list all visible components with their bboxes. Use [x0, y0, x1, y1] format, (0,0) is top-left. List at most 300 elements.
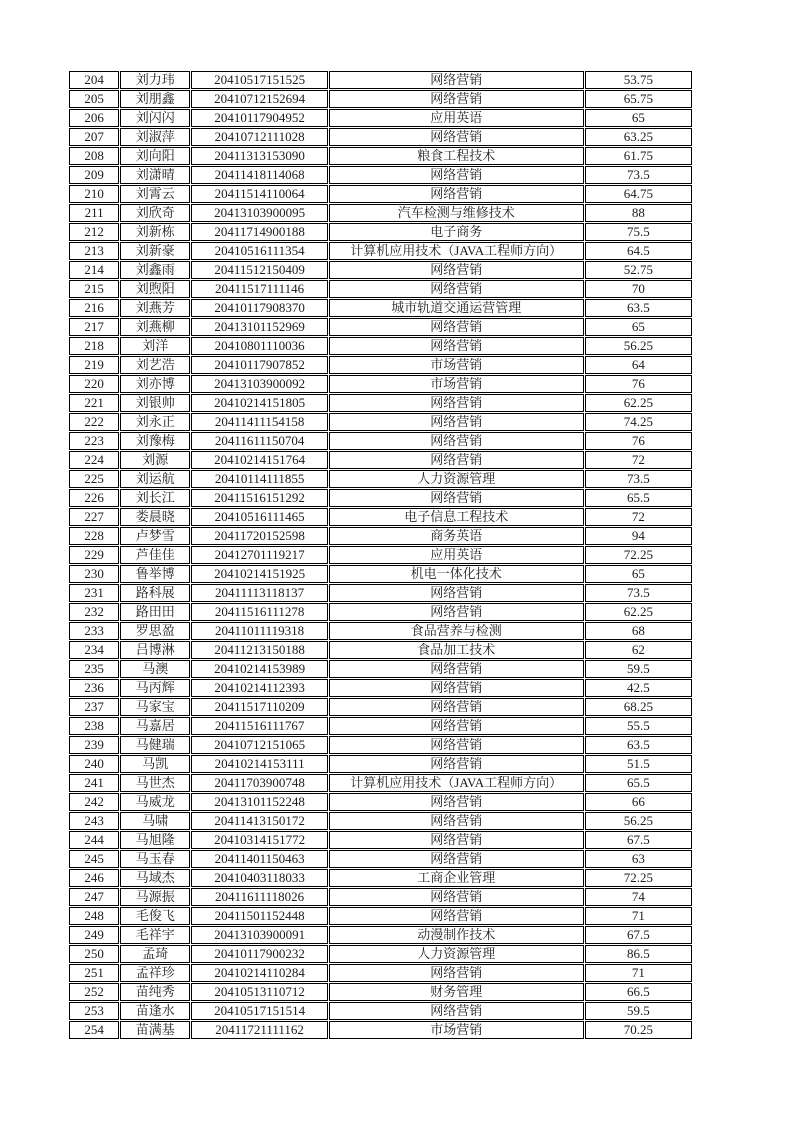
major-cell: 网络营销 [329, 679, 584, 697]
table-row [69, 736, 692, 754]
row-number-cell: 222 [69, 413, 119, 431]
student-name-cell: 刘燕柳 [120, 318, 190, 336]
row-number-cell: 217 [69, 318, 119, 336]
score-cell: 64 [585, 356, 692, 374]
score-cell: 65 [585, 109, 692, 127]
student-name-cell: 马嘉居 [120, 717, 190, 735]
student-name-cell: 马啸 [120, 812, 190, 830]
major-cell: 市场营销 [329, 375, 584, 393]
row-number-cell: 238 [69, 717, 119, 735]
student-id-cell: 20410214151805 [191, 394, 327, 412]
table-row [69, 527, 692, 545]
major-cell: 网络营销 [329, 907, 584, 925]
student-name-cell: 马家宝 [120, 698, 190, 716]
student-name-cell: 卢梦雪 [120, 527, 190, 545]
student-id-cell: 20411516111278 [191, 603, 327, 621]
major-cell: 食品加工技术 [329, 641, 584, 659]
major-cell: 电子信息工程技术 [329, 508, 584, 526]
row-number-cell: 208 [69, 147, 119, 165]
student-id-cell: 20411611118026 [191, 888, 327, 906]
table-row [69, 1021, 692, 1039]
major-cell: 网络营销 [329, 888, 584, 906]
score-cell: 68 [585, 622, 692, 640]
student-name-cell: 苗满基 [120, 1021, 190, 1039]
row-number-cell: 215 [69, 280, 119, 298]
student-name-cell: 马世杰 [120, 774, 190, 792]
major-cell: 网络营销 [329, 812, 584, 830]
table-row [69, 242, 692, 260]
row-number-cell: 224 [69, 451, 119, 469]
major-cell: 网络营销 [329, 185, 584, 203]
student-id-cell: 20411517110209 [191, 698, 327, 716]
row-number-cell: 233 [69, 622, 119, 640]
score-cell: 76 [585, 375, 692, 393]
student-name-cell: 芦佳佳 [120, 546, 190, 564]
student-id-cell: 20411113118137 [191, 584, 327, 602]
student-name-cell: 刘新豪 [120, 242, 190, 260]
table-row [69, 375, 692, 393]
row-number-cell: 241 [69, 774, 119, 792]
student-id-cell: 20410712111028 [191, 128, 327, 146]
table-row [69, 888, 692, 906]
major-cell: 网络营销 [329, 755, 584, 773]
score-cell: 61.75 [585, 147, 692, 165]
score-cell: 73.5 [585, 470, 692, 488]
row-number-cell: 213 [69, 242, 119, 260]
table-row [69, 660, 692, 678]
score-cell: 64.75 [585, 185, 692, 203]
row-number-cell: 235 [69, 660, 119, 678]
score-cell: 72 [585, 451, 692, 469]
major-cell: 人力资源管理 [329, 470, 584, 488]
major-cell: 网络营销 [329, 166, 584, 184]
row-number-cell: 225 [69, 470, 119, 488]
row-number-cell: 219 [69, 356, 119, 374]
score-cell: 66.5 [585, 983, 692, 1001]
score-cell: 63.5 [585, 736, 692, 754]
student-name-cell: 刘力玮 [120, 71, 190, 89]
row-number-cell: 242 [69, 793, 119, 811]
score-cell: 70 [585, 280, 692, 298]
student-name-cell: 鲁举博 [120, 565, 190, 583]
student-id-cell: 20413103900091 [191, 926, 327, 944]
student-name-cell: 刘霄云 [120, 185, 190, 203]
table-row [69, 831, 692, 849]
row-number-cell: 249 [69, 926, 119, 944]
major-cell: 网络营销 [329, 90, 584, 108]
table-row [69, 717, 692, 735]
student-id-cell: 20411411154158 [191, 413, 327, 431]
table-row [69, 603, 692, 621]
major-cell: 网络营销 [329, 584, 584, 602]
score-cell: 88 [585, 204, 692, 222]
major-cell: 计算机应用技术（JAVA工程师方向） [329, 774, 584, 792]
major-cell: 网络营销 [329, 318, 584, 336]
row-number-cell: 240 [69, 755, 119, 773]
table-row [69, 1002, 692, 1020]
score-cell: 65.5 [585, 489, 692, 507]
table-row [69, 394, 692, 412]
row-number-cell: 206 [69, 109, 119, 127]
student-name-cell: 刘豫梅 [120, 432, 190, 450]
row-number-cell: 209 [69, 166, 119, 184]
score-cell: 62 [585, 641, 692, 659]
major-cell: 网络营销 [329, 1002, 584, 1020]
student-name-cell: 刘淑萍 [120, 128, 190, 146]
score-cell: 64.5 [585, 242, 692, 260]
major-cell: 人力资源管理 [329, 945, 584, 963]
student-id-cell: 20410513110712 [191, 983, 327, 1001]
major-cell: 网络营销 [329, 736, 584, 754]
score-cell: 53.75 [585, 71, 692, 89]
major-cell: 商务英语 [329, 527, 584, 545]
row-number-cell: 247 [69, 888, 119, 906]
major-cell: 计算机应用技术（JAVA工程师方向） [329, 242, 584, 260]
student-id-cell: 20411401150463 [191, 850, 327, 868]
table-row [69, 983, 692, 1001]
row-number-cell: 239 [69, 736, 119, 754]
student-name-cell: 刘潇晴 [120, 166, 190, 184]
row-number-cell: 250 [69, 945, 119, 963]
table-row [69, 945, 692, 963]
table-row [69, 679, 692, 697]
student-name-cell: 孟祥珍 [120, 964, 190, 982]
major-cell: 网络营销 [329, 717, 584, 735]
student-id-cell: 20411714900188 [191, 223, 327, 241]
student-id-cell: 20411721111162 [191, 1021, 327, 1039]
major-cell: 机电一体化技术 [329, 565, 584, 583]
table-row [69, 280, 692, 298]
table-row [69, 432, 692, 450]
major-cell: 网络营销 [329, 71, 584, 89]
student-name-cell: 马玉春 [120, 850, 190, 868]
row-number-cell: 251 [69, 964, 119, 982]
table-row [69, 413, 692, 431]
student-name-cell: 刘鑫雨 [120, 261, 190, 279]
score-cell: 59.5 [585, 1002, 692, 1020]
major-cell: 动漫制作技术 [329, 926, 584, 944]
row-number-cell: 230 [69, 565, 119, 583]
major-cell: 网络营销 [329, 394, 584, 412]
student-id-cell: 20410516111465 [191, 508, 327, 526]
table-row [69, 109, 692, 127]
student-name-cell: 刘源 [120, 451, 190, 469]
score-cell: 71 [585, 907, 692, 925]
score-cell: 75.5 [585, 223, 692, 241]
score-cell: 51.5 [585, 755, 692, 773]
student-id-cell: 20411517111146 [191, 280, 327, 298]
table-row [69, 185, 692, 203]
student-name-cell: 刘燕芳 [120, 299, 190, 317]
student-id-cell: 20412701119217 [191, 546, 327, 564]
row-number-cell: 234 [69, 641, 119, 659]
score-cell: 65.5 [585, 774, 692, 792]
student-id-cell: 20411313153090 [191, 147, 327, 165]
score-cell: 72.25 [585, 546, 692, 564]
major-cell: 食品营养与检测 [329, 622, 584, 640]
student-id-cell: 20411413150172 [191, 812, 327, 830]
table-row [69, 204, 692, 222]
student-name-cell: 马丙辉 [120, 679, 190, 697]
student-id-cell: 20411501152448 [191, 907, 327, 925]
student-id-cell: 20411611150704 [191, 432, 327, 450]
table-row [69, 926, 692, 944]
table-row [69, 337, 692, 355]
student-id-cell: 20410214112393 [191, 679, 327, 697]
student-name-cell: 刘新栋 [120, 223, 190, 241]
row-number-cell: 232 [69, 603, 119, 621]
student-id-cell: 20411703900748 [191, 774, 327, 792]
score-cell: 56.25 [585, 812, 692, 830]
row-number-cell: 245 [69, 850, 119, 868]
major-cell: 网络营销 [329, 337, 584, 355]
score-cell: 62.25 [585, 394, 692, 412]
row-number-cell: 210 [69, 185, 119, 203]
table-row [69, 755, 692, 773]
major-cell: 网络营销 [329, 603, 584, 621]
score-cell: 42.5 [585, 679, 692, 697]
student-name-cell: 娄晨晓 [120, 508, 190, 526]
score-cell: 74.25 [585, 413, 692, 431]
row-number-cell: 229 [69, 546, 119, 564]
score-cell: 67.5 [585, 831, 692, 849]
table-row [69, 90, 692, 108]
row-number-cell: 244 [69, 831, 119, 849]
table-row [69, 147, 692, 165]
student-id-cell: 20410117907852 [191, 356, 327, 374]
student-name-cell: 刘闪闪 [120, 109, 190, 127]
major-cell: 汽车检测与维修技术 [329, 204, 584, 222]
table-row [69, 166, 692, 184]
major-cell: 网络营销 [329, 128, 584, 146]
student-id-cell: 20410214153111 [191, 755, 327, 773]
major-cell: 网络营销 [329, 261, 584, 279]
row-number-cell: 205 [69, 90, 119, 108]
table-row [69, 584, 692, 602]
student-score-table [68, 70, 693, 1040]
student-name-cell: 马凯 [120, 755, 190, 773]
student-id-cell: 20410403118033 [191, 869, 327, 887]
major-cell: 工商企业管理 [329, 869, 584, 887]
row-number-cell: 237 [69, 698, 119, 716]
score-cell: 59.5 [585, 660, 692, 678]
score-cell: 71 [585, 964, 692, 982]
student-name-cell: 刘艺浩 [120, 356, 190, 374]
student-name-cell: 苗逢水 [120, 1002, 190, 1020]
score-cell: 52.75 [585, 261, 692, 279]
score-cell: 63.25 [585, 128, 692, 146]
student-id-cell: 20413101152969 [191, 318, 327, 336]
row-number-cell: 226 [69, 489, 119, 507]
major-cell: 市场营销 [329, 356, 584, 374]
student-name-cell: 毛祥宇 [120, 926, 190, 944]
major-cell: 网络营销 [329, 280, 584, 298]
table-row [69, 470, 692, 488]
student-id-cell: 20410117908370 [191, 299, 327, 317]
student-id-cell: 20410214151925 [191, 565, 327, 583]
row-number-cell: 246 [69, 869, 119, 887]
table-row [69, 451, 692, 469]
table-row [69, 489, 692, 507]
row-number-cell: 214 [69, 261, 119, 279]
student-id-cell: 20410214153989 [191, 660, 327, 678]
student-id-cell: 20411418114068 [191, 166, 327, 184]
table-row [69, 223, 692, 241]
table-row [69, 71, 692, 89]
student-name-cell: 路科展 [120, 584, 190, 602]
row-number-cell: 220 [69, 375, 119, 393]
student-id-cell: 20410214151764 [191, 451, 327, 469]
table-row [69, 698, 692, 716]
major-cell: 网络营销 [329, 660, 584, 678]
score-cell: 94 [585, 527, 692, 545]
student-id-cell: 20410801110036 [191, 337, 327, 355]
major-cell: 应用英语 [329, 109, 584, 127]
table-row [69, 774, 692, 792]
row-number-cell: 218 [69, 337, 119, 355]
major-cell: 网络营销 [329, 489, 584, 507]
score-cell: 67.5 [585, 926, 692, 944]
table-row [69, 793, 692, 811]
score-cell: 86.5 [585, 945, 692, 963]
major-cell: 网络营销 [329, 451, 584, 469]
major-cell: 城市轨道交通运营管理 [329, 299, 584, 317]
student-name-cell: 刘向阳 [120, 147, 190, 165]
table-row [69, 128, 692, 146]
student-id-cell: 20411514110064 [191, 185, 327, 203]
major-cell: 网络营销 [329, 964, 584, 982]
major-cell: 应用英语 [329, 546, 584, 564]
table-row [69, 850, 692, 868]
student-id-cell: 20413103900095 [191, 204, 327, 222]
student-name-cell: 孟琦 [120, 945, 190, 963]
student-name-cell: 苗纯秀 [120, 983, 190, 1001]
table-row [69, 565, 692, 583]
row-number-cell: 231 [69, 584, 119, 602]
table-row [69, 508, 692, 526]
student-id-cell: 20410517151514 [191, 1002, 327, 1020]
major-cell: 电子商务 [329, 223, 584, 241]
row-number-cell: 204 [69, 71, 119, 89]
student-id-cell: 20411213150188 [191, 641, 327, 659]
table-row [69, 356, 692, 374]
student-id-cell: 20410117904952 [191, 109, 327, 127]
table-row [69, 869, 692, 887]
row-number-cell: 252 [69, 983, 119, 1001]
score-cell: 62.25 [585, 603, 692, 621]
row-number-cell: 227 [69, 508, 119, 526]
student-name-cell: 刘亦博 [120, 375, 190, 393]
row-number-cell: 253 [69, 1002, 119, 1020]
row-number-cell: 248 [69, 907, 119, 925]
table-row [69, 812, 692, 830]
row-number-cell: 221 [69, 394, 119, 412]
table-row [69, 964, 692, 982]
student-name-cell: 刘永正 [120, 413, 190, 431]
student-id-cell: 20413103900092 [191, 375, 327, 393]
student-id-cell: 20410517151525 [191, 71, 327, 89]
major-cell: 网络营销 [329, 850, 584, 868]
score-table-body [69, 71, 692, 1039]
major-cell: 网络营销 [329, 432, 584, 450]
student-id-cell: 20410314151772 [191, 831, 327, 849]
student-id-cell: 20411516111767 [191, 717, 327, 735]
student-name-cell: 路田田 [120, 603, 190, 621]
student-id-cell: 20411011119318 [191, 622, 327, 640]
table-row [69, 261, 692, 279]
major-cell: 市场营销 [329, 1021, 584, 1039]
table-row [69, 641, 692, 659]
student-name-cell: 罗思盈 [120, 622, 190, 640]
student-name-cell: 马威龙 [120, 793, 190, 811]
row-number-cell: 223 [69, 432, 119, 450]
score-cell: 68.25 [585, 698, 692, 716]
score-cell: 56.25 [585, 337, 692, 355]
student-id-cell: 20411512150409 [191, 261, 327, 279]
table-row [69, 622, 692, 640]
row-number-cell: 207 [69, 128, 119, 146]
student-id-cell: 20413101152248 [191, 793, 327, 811]
student-name-cell: 吕博淋 [120, 641, 190, 659]
score-cell: 66 [585, 793, 692, 811]
score-cell: 76 [585, 432, 692, 450]
student-name-cell: 刘长江 [120, 489, 190, 507]
score-cell: 74 [585, 888, 692, 906]
score-cell: 65.75 [585, 90, 692, 108]
row-number-cell: 211 [69, 204, 119, 222]
score-cell: 65 [585, 318, 692, 336]
score-cell: 73.5 [585, 584, 692, 602]
score-cell: 70.25 [585, 1021, 692, 1039]
student-id-cell: 20410114111855 [191, 470, 327, 488]
student-id-cell: 20410712151065 [191, 736, 327, 754]
student-name-cell: 刘煦阳 [120, 280, 190, 298]
student-name-cell: 马源振 [120, 888, 190, 906]
row-number-cell: 243 [69, 812, 119, 830]
student-id-cell: 20411720152598 [191, 527, 327, 545]
row-number-cell: 236 [69, 679, 119, 697]
row-number-cell: 212 [69, 223, 119, 241]
major-cell: 网络营销 [329, 698, 584, 716]
student-name-cell: 马域杰 [120, 869, 190, 887]
student-id-cell: 20410117900232 [191, 945, 327, 963]
row-number-cell: 254 [69, 1021, 119, 1039]
student-name-cell: 马澳 [120, 660, 190, 678]
table-row [69, 299, 692, 317]
table-row [69, 546, 692, 564]
student-name-cell: 刘朋鑫 [120, 90, 190, 108]
student-name-cell: 刘洋 [120, 337, 190, 355]
major-cell: 财务管理 [329, 983, 584, 1001]
score-cell: 63 [585, 850, 692, 868]
major-cell: 网络营销 [329, 831, 584, 849]
score-cell: 55.5 [585, 717, 692, 735]
student-name-cell: 马旭隆 [120, 831, 190, 849]
student-id-cell: 20410516111354 [191, 242, 327, 260]
row-number-cell: 216 [69, 299, 119, 317]
major-cell: 粮食工程技术 [329, 147, 584, 165]
row-number-cell: 228 [69, 527, 119, 545]
table-row [69, 907, 692, 925]
student-name-cell: 刘运航 [120, 470, 190, 488]
major-cell: 网络营销 [329, 413, 584, 431]
student-name-cell: 马健瑞 [120, 736, 190, 754]
score-cell: 65 [585, 565, 692, 583]
student-id-cell: 20411516151292 [191, 489, 327, 507]
student-name-cell: 毛俊飞 [120, 907, 190, 925]
score-cell: 72.25 [585, 869, 692, 887]
student-id-cell: 20410712152694 [191, 90, 327, 108]
